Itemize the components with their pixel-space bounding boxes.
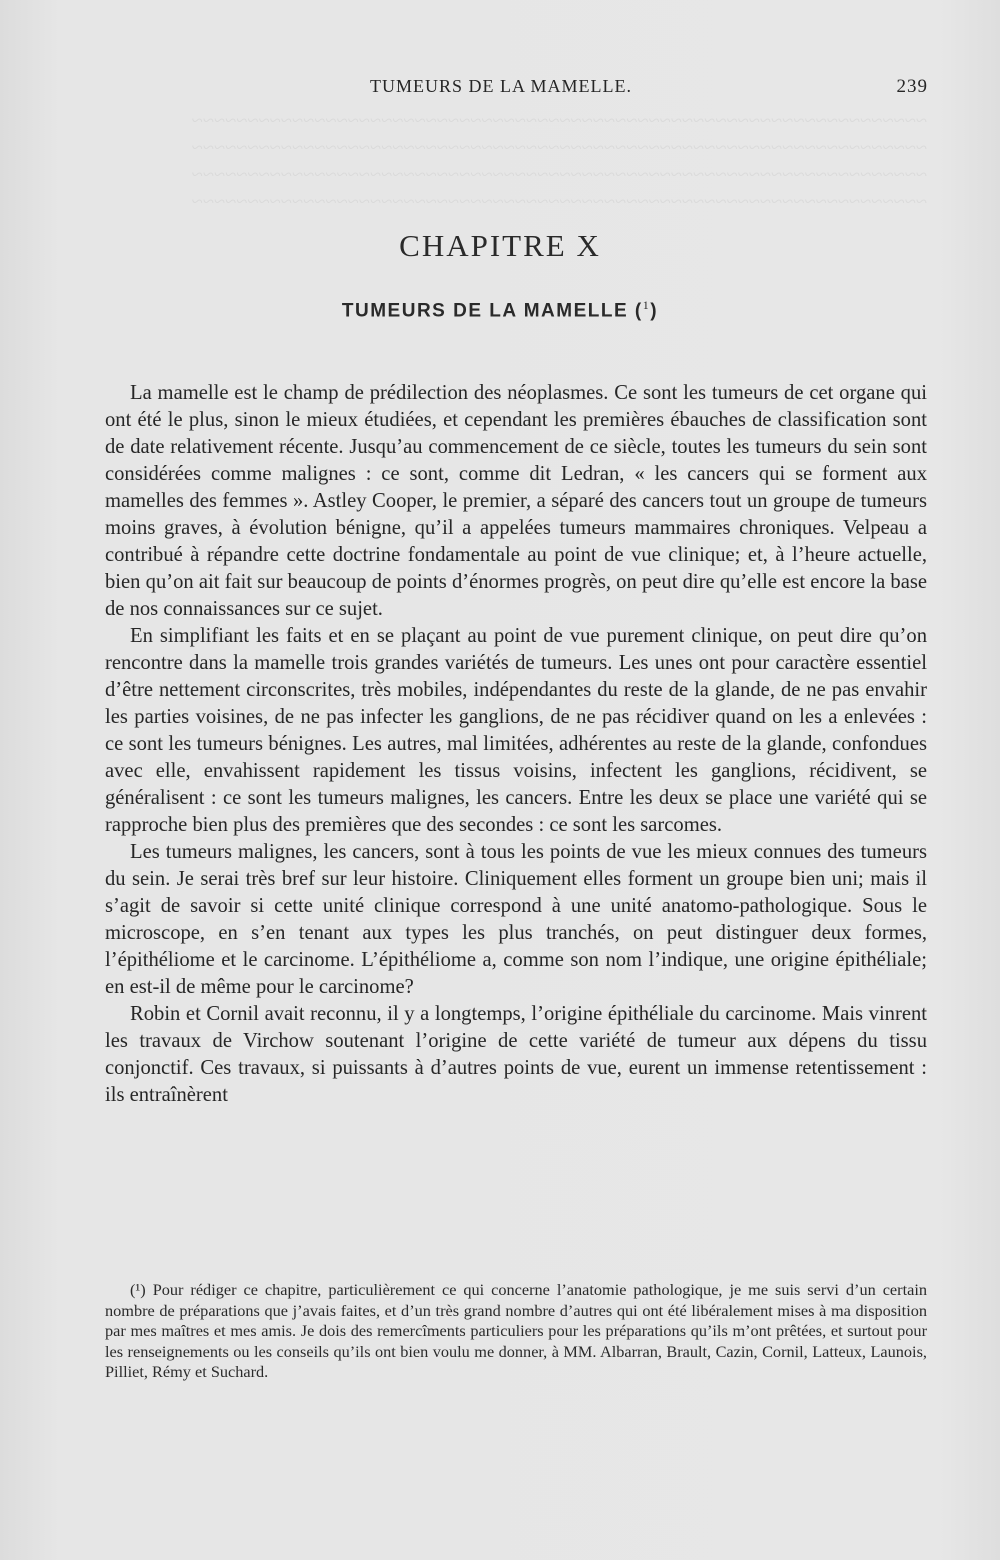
paragraph: La mamelle est le champ de prédilection des néoplasmes. Ce sont les tumeurs de cet organe qui ont été le plus, sinon le mieux étudiées, et cependant les premières ébauches de classification sont de date relativement récente. Jusqu’au commencement de ce siècle, toutes les tumeurs du sein sont considérées comme malignes : ce sont, comme dit Ledran, « les cancers qui se forment aux mamelles des femmes ». Astley Cooper, le premier, a séparé des cancers tout un groupe de tumeurs moins graves, à évolution bénigne, qu’il a appelées tumeurs mammaires chroniques. Velpeau a contribué à répandre cette doctrine fondamentale au point de vue clinique; et, à l’heure actuelle, bien qu’on ait fait sur beaucoup de points d’énormes progrès, on peut dire qu’elle est encore la base de nos connaissances sur ce sujet. [105, 382, 927, 620]
chapter-subtitle-close: ) [650, 300, 659, 322]
page-number: 239 [896, 76, 928, 97]
footnote-paragraph [105, 1280, 927, 1383]
chapter-title: CHAPITRE X [399, 228, 601, 263]
footnote-mark: (¹) [130, 1280, 146, 1299]
footnote [105, 1280, 927, 1383]
chapter-subtitle [0, 298, 1000, 322]
footnote-text: Pour rédiger ce chapitre, particulièrement ce qui concerne l’anatomie pathologique, je me suis servi d’un certain nombre de préparations que j’avais faites, et d’un très grand nombre d’autres qui ont été libéralement mises à ma disposition par mes maîtres et mes amis. Je dois des remercîments particuliers pour les préparations qu’ils m’ont prêtées, et surtout pour les renseignements ou les conseils qu’ils ont bien voulu me donner, à MM. Albarran, Brault, Cazin, Cornil, Latteux, Launois, Pilliet, Rémy et Suchard. [105, 1280, 927, 1381]
paragraph: Robin et Cornil avait reconnu, il y a longtemps, l’origine épithéliale du carcinome. Mais vinrent les travaux de Virchow soutenant l’origine de cette variété de tumeur aux dépens du tissu conjonctif. Ces travaux, si puissants à d’autres points de vue, eurent un immense retentissement : ils entraînèrent [105, 1003, 927, 1106]
running-title: TUMEURS DE LA MAMELLE. [370, 76, 632, 96]
chapter-subtitle-text: TUMEURS DE LA MAMELLE ( [341, 300, 643, 322]
footnote-reference: 1 [642, 298, 651, 312]
show-through-text: ~~~~~~~~~~~~~~~~~~~~~~~~~~~~~~~~~~~~~~~~~~~~~~~~~~~~~~~~~~~~~~~~~~ ~~~~~~~~~~~~~~~~~~~~~~~~~~~~~~~~~~~~~~~~~~~~~~~~~~~~~~~~~~~~~~~~~~ ~~~~~~~~~~~~~~~~~~~~~~~~~~~~~~~~~~~~~~~~~~~~~~~~~~~~~~~~~~~~~~~~~~ ~~~~~~~~~~~~~~~~~~~~~~~~~~~~~~~~~~~~~~~~~~~~~~~~~~~~~~~~~~~~~~~~~~ [191, 110, 927, 213]
running-head [0, 72, 1000, 102]
paragraph: Les tumeurs malignes, les cancers, sont à tous les points de vue les mieux connues des tumeurs du sein. Je serai très bref sur leur histoire. Cliniquement elles forment un groupe bien uni; mais il s’agit de savoir si cette unité clinique correspond à une unité anatomo-pathologique. Sous le microscope, en s’en tenant aux types les plus tranchés, on peut distinguer deux formes, l’épithéliome et le carcinome. L’épithéliome a, comme son nom l’indique, une origine épithéliale; en est-il de même pour le carcinome? [105, 841, 927, 998]
body-text [105, 380, 927, 1109]
paragraph: En simplifiant les faits et en se plaçant au point de vue purement clinique, on peut dire qu’on rencontre dans la mamelle trois grandes variétés de tumeurs. Les unes ont pour caractère essentiel d’être nettement circonscrites, très mobiles, indépendantes du reste de la glande, de ne pas envahir les parties voisines, de ne pas infecter les ganglions, de ne pas récidiver quand on les a enlevées : ce sont les tumeurs bénignes. Les autres, mal limitées, adhérentes au reste de la glande, confondues avec elle, envahissent rapidement les tissus voisins, infectent les ganglions, récidivent, se généralisent : ce sont les tumeurs malignes, les cancers. Entre les deux se place une variété qui se rapproche bien plus des premières que des secondes : ce sont les sarcomes. [105, 625, 927, 836]
